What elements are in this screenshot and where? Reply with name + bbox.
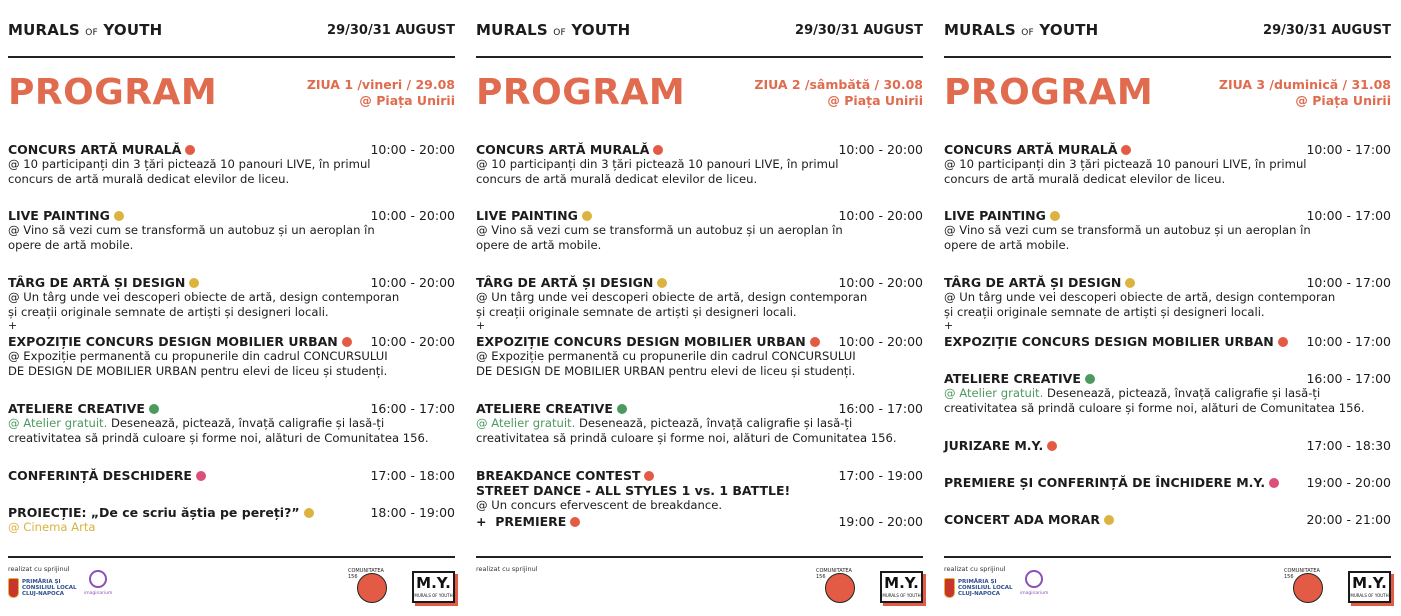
sponsor-note: realizat cu sprijinul: [8, 565, 70, 573]
imaginarium-logo: imaginarium: [84, 570, 112, 600]
crest-icon: [944, 578, 955, 598]
sponsor-note: realizat cu sprijinul: [944, 565, 1006, 573]
festival-dates: 29/30/31 AUGUST: [795, 23, 923, 38]
category-dot: [1121, 145, 1131, 155]
top-divider: [476, 56, 923, 58]
brand-logo: MURALS OF YOUTH: [944, 21, 1099, 39]
comunitatea-156-logo: COMUNITATEA 156: [822, 570, 860, 608]
event-live-painting: LIVE PAINTING 10:00 - 20:00 @ Vino să vezi cum se transformă un autobuz și un aeroplan în opere de artă mobile.: [476, 207, 923, 252]
panel-day-3: [944, 0, 1391, 616]
event-concert: CONCERT ADA MORAR 20:00 - 21:00: [944, 511, 1391, 527]
program-title: PROGRAM: [944, 72, 1154, 113]
primaria-logo: PRIMĂRIA ȘI CONSILIUL LOCAL CLUJ-NAPOCA: [944, 578, 1013, 598]
category-dot: [1125, 278, 1135, 288]
event-conferinta: CONFERINȚĂ DESCHIDERE 17:00 - 18:00: [8, 467, 455, 483]
event-concurs: CONCURS ARTĂ MURALĂ 10:00 - 17:00 @ 10 participanți din 3 țări pictează 10 panouri LIVE, în primul concurs de artă murală dedicat elevilor de liceu.: [944, 141, 1391, 186]
program-title: PROGRAM: [476, 72, 686, 113]
category-dot: [810, 337, 820, 347]
category-dot: [149, 404, 159, 414]
event-live-painting: LIVE PAINTING 10:00 - 17:00 @ Vino să vezi cum se transformă un autobuz și un aeroplan în opere de artă mobile.: [944, 207, 1391, 252]
category-dot: [342, 337, 352, 347]
event-expozitie: EXPOZIȚIE CONCURS DESIGN MOBILIER URBAN 10:00 - 20:00 @ Expoziție permanentă cu propunerile din cadrul CONCURSULUI DE DESIGN DE MOBILIER URBAN pentru elevi de liceu și studenți.: [8, 333, 455, 378]
event-concurs: CONCURS ARTĂ MURALĂ 10:00 - 20:00 @ 10 participanți din 3 țări pictează 10 panouri LIVE, în primul concurs de artă murală dedicat elevilor de liceu.: [476, 141, 923, 186]
panel-day-1: [8, 0, 455, 616]
festival-dates: 29/30/31 AUGUST: [327, 23, 455, 38]
event-live-painting: LIVE PAINTING 10:00 - 20:00 @ Vino să vezi cum se transformă un autobuz și un aeroplan în opere de artă mobile.: [8, 207, 455, 252]
bottom-divider: [944, 556, 1391, 558]
day-info: ZIUA 3 /duminică / 31.08 @ Piața Unirii: [1218, 77, 1391, 108]
event-expozitie: EXPOZIȚIE CONCURS DESIGN MOBILIER URBAN 10:00 - 20:00 @ Expoziție permanentă cu propunerile din cadrul CONCURSULUI DE DESIGN DE MOBILIER URBAN pentru elevi de liceu și studenți.: [476, 333, 923, 378]
category-dot: [582, 211, 592, 221]
category-dot: [1278, 337, 1288, 347]
my-logo: M.Y. MURALS OF YOUTH: [412, 571, 455, 603]
event-premiere: + PREMIERE 19:00 - 20:00: [476, 513, 923, 529]
event-targ: TÂRG DE ARTĂ ȘI DESIGN 10:00 - 20:00 @ Un târg unde vei descoperi obiecte de artă, design contemporan și creații originale semnate de artiști și designeri locali. +: [476, 274, 923, 332]
day-info: ZIUA 1 /vineri / 29.08 @ Piața Unirii: [306, 77, 455, 108]
category-dot: [570, 517, 580, 527]
top-divider: [8, 56, 455, 58]
category-dot: [185, 145, 195, 155]
my-logo: M.Y. MURALS OF YOUTH: [880, 571, 923, 603]
bottom-divider: [476, 556, 923, 558]
category-dot: [196, 471, 206, 481]
event-ateliere: ATELIERE CREATIVE 16:00 - 17:00 @ Atelier gratuit. Desenează, pictează, învață caligrafie și lasă-ți creativitatea să prindă culoare și forme noi, alături de Comunitatea 156.: [476, 400, 923, 445]
brand-logo: MURALS OF YOUTH: [476, 21, 631, 39]
event-targ: TÂRG DE ARTĂ ȘI DESIGN 10:00 - 17:00 @ Un târg unde vei descoperi obiecte de artă, design contemporan și creații originale semnate de artiști și designeri locali. +: [944, 274, 1391, 332]
comunitatea-156-logo: COMUNITATEA 156: [1290, 570, 1328, 608]
category-dot: [1050, 211, 1060, 221]
event-jurizare: JURIZARE M.Y. 17:00 - 18:30: [944, 437, 1391, 453]
program-title: PROGRAM: [8, 72, 218, 113]
category-dot: [304, 508, 314, 518]
category-dot: [1269, 478, 1279, 488]
imaginarium-logo: imaginarium: [1020, 570, 1048, 600]
comunitatea-156-logo: COMUNITATEA 156: [354, 570, 392, 608]
event-proiectie: PROIECȚIE: „De ce scriu ăștia pe pereți?” 18:00 - 19:00 @ Cinema Arta: [8, 504, 455, 534]
category-dot: [1104, 515, 1114, 525]
bottom-divider: [8, 556, 455, 558]
event-ateliere: ATELIERE CREATIVE 16:00 - 17:00 @ Atelier gratuit. Desenează, pictează, învață caligrafie și lasă-ți creativitatea să prindă culoare și forme noi, alături de Comunitatea 156.: [8, 400, 455, 445]
brand-logo: MURALS OF YOUTH: [8, 21, 163, 39]
panel-day-2: [476, 0, 923, 616]
day-info: ZIUA 2 /sâmbătă / 30.08 @ Piața Unirii: [754, 77, 923, 108]
event-targ: TÂRG DE ARTĂ ȘI DESIGN 10:00 - 20:00 @ Un târg unde vei descoperi obiecte de artă, design contemporan și creații originale semnate de artiști și designeri locali. +: [8, 274, 455, 332]
category-dot: [644, 471, 654, 481]
top-divider: [944, 56, 1391, 58]
category-dot: [653, 145, 663, 155]
event-premiere-inchidere: PREMIERE ȘI CONFERINȚĂ DE ÎNCHIDERE M.Y. 19:00 - 20:00: [944, 474, 1391, 490]
my-logo: M.Y. MURALS OF YOUTH: [1348, 571, 1391, 603]
category-dot: [189, 278, 199, 288]
primaria-logo: PRIMĂRIA ȘI CONSILIUL LOCAL CLUJ-NAPOCA: [8, 578, 77, 598]
category-dot: [1085, 374, 1095, 384]
category-dot: [1047, 441, 1057, 451]
event-concurs: CONCURS ARTĂ MURALĂ 10:00 - 20:00 @ 10 participanți din 3 țări pictează 10 panouri LIVE, în primul concurs de artă murală dedicat elevilor de liceu.: [8, 141, 455, 186]
sponsor-note: realizat cu sprijinul: [476, 565, 538, 573]
category-dot: [114, 211, 124, 221]
festival-dates: 29/30/31 AUGUST: [1263, 23, 1391, 38]
category-dot: [617, 404, 627, 414]
category-dot: [657, 278, 667, 288]
event-breakdance: BREAKDANCE CONTEST 17:00 - 19:00 STREET DANCE - ALL STYLES 1 vs. 1 BATTLE! @ Un concurs efervescent de breakdance.: [476, 467, 923, 512]
crest-icon: [8, 578, 19, 598]
event-expozitie: EXPOZIȚIE CONCURS DESIGN MOBILIER URBAN 10:00 - 17:00: [944, 333, 1391, 349]
event-ateliere: ATELIERE CREATIVE 16:00 - 17:00 @ Atelier gratuit. Desenează, pictează, învață caligrafie și lasă-ți creativitatea să prindă culoare și forme noi, alături de Comunitatea 156.: [944, 370, 1391, 415]
